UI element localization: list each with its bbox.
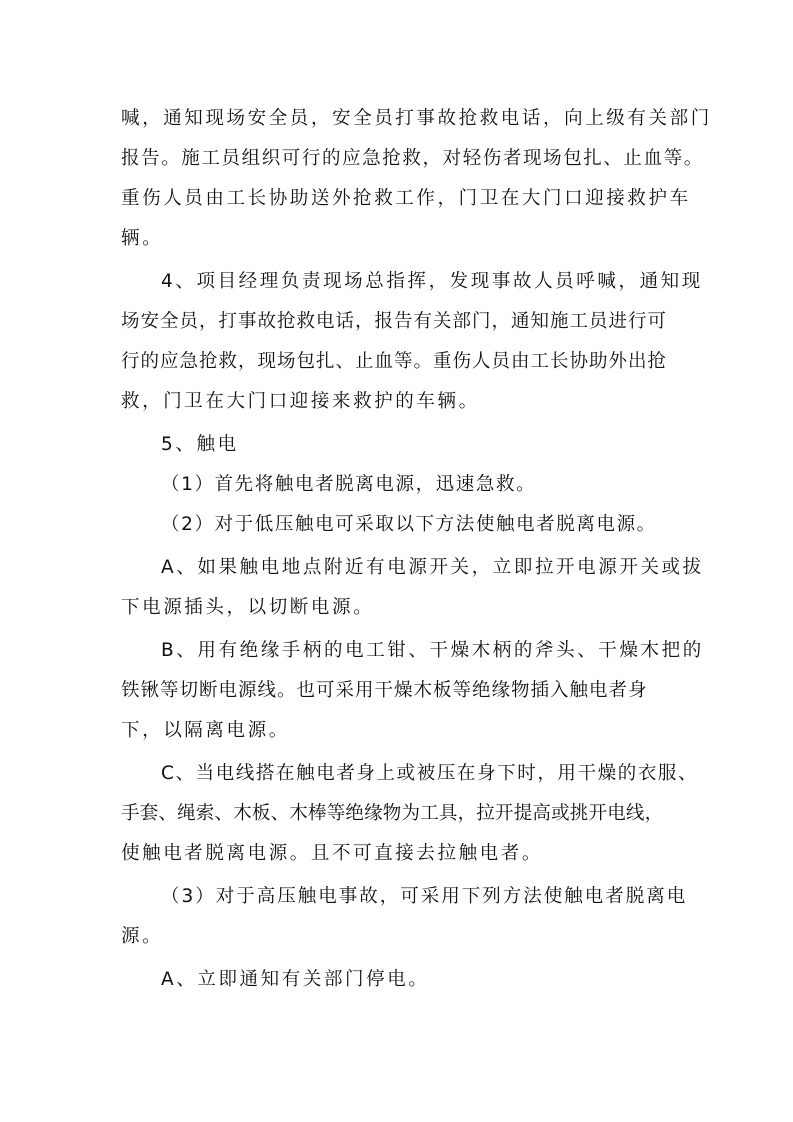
text-line: 救，门卫在大门口迎接来救护的车辆。 xyxy=(121,391,480,412)
text-line: 手套、绳索、木板、木棒等绝缘物为工具，拉开提高或挑开电线， xyxy=(121,803,664,824)
text-line: 源。 xyxy=(121,926,164,947)
text-line: A、立即通知有关部门停电。 xyxy=(161,969,430,990)
text-line: （1）首先将触电者脱离电源，迅速急救。 xyxy=(161,474,537,495)
text-line: 喊，通知现场安全员，安全员打事故抢救电话，向上级有关部门 xyxy=(121,108,712,129)
text-line: 辆。 xyxy=(121,228,164,249)
text-line: （3）对于高压触电事故，可采用下列方法使触电者脱离电 xyxy=(161,886,688,907)
text-line: 场安全员，打事故抢救电话，报告有关部门，通知施工员进行可 xyxy=(121,311,668,332)
text-line: （2）对于低压触电可采取以下方法使触电者脱离电源。 xyxy=(161,514,657,535)
text-line: C、当电线搭在触电者身上或被压在身下时，用干燥的衣服、 xyxy=(161,763,699,784)
text-line: A、如果触电地点附近有电源开关，立即拉开电源开关或拔 xyxy=(161,557,704,578)
text-line: 4、项目经理负责现场总指挥，发现事故人员呼喊，通知现 xyxy=(161,271,703,292)
text-line: 铁锹等切断电源线。也可采用干燥木板等绝缘物插入触电者身 xyxy=(121,680,648,701)
text-line: 使触电者脱离电源。且不可直接去拉触电者。 xyxy=(121,843,544,864)
text-line: 报告。施工员组织可行的应急抢救，对轻伤者现场包扎、止血等。 xyxy=(121,148,704,169)
text-line: 下，以隔离电源。 xyxy=(121,720,290,741)
text-line: 行的应急抢救，现场包扎、止血等。重伤人员由工长协助外出抢 xyxy=(121,351,668,372)
text-line: B、用有绝缘手柄的电工钳、干燥木柄的斧头、干燥木把的 xyxy=(161,640,704,661)
text-line: 5、触电 xyxy=(161,434,239,455)
text-line: 重伤人员由工长协助送外抢救工作，门卫在大门口迎接救护车 xyxy=(121,188,691,209)
text-line: 下电源插头，以切断电源。 xyxy=(121,597,375,618)
